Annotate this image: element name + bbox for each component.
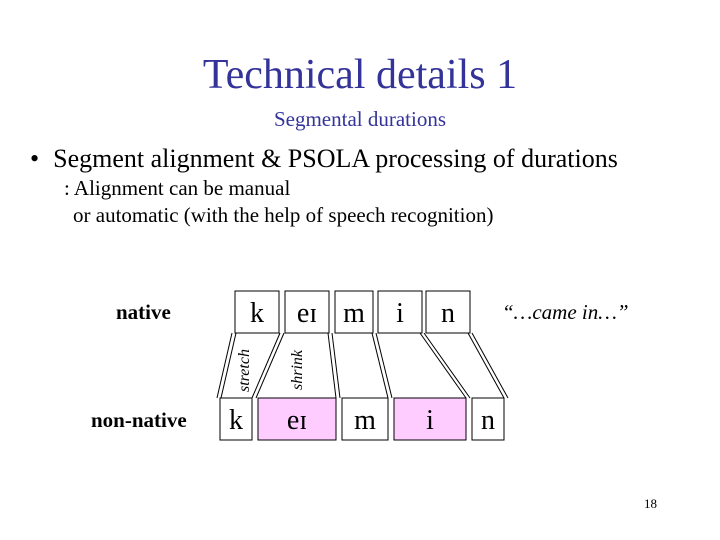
align-line (332, 333, 340, 398)
slide-title: Technical details 1 (202, 52, 518, 98)
align-line (252, 333, 280, 398)
slide-subtitle: Segmental durations (273, 107, 447, 131)
native-label: native (116, 300, 171, 324)
nonnative-seg-n: n (481, 405, 495, 436)
sub-line-2: or automatic (with the help of speech recognition) (73, 203, 494, 227)
shrink-label: shrink (289, 350, 306, 390)
sub-line-1: : Alignment can be manual (64, 176, 291, 200)
align-line (376, 333, 392, 398)
native-seg-ei: eɪ (296, 298, 318, 329)
align-line (472, 333, 508, 398)
nonnative-seg-m: m (354, 405, 376, 436)
align-line (424, 333, 470, 398)
nonnative-seg-k: k (229, 405, 243, 436)
page-number: 18 (644, 496, 657, 511)
align-line (420, 333, 466, 398)
align-line (372, 333, 388, 398)
bullet-icon: • (30, 144, 40, 173)
native-seg-k: k (250, 298, 264, 329)
native-seg-i: i (396, 298, 404, 329)
nonnative-seg-ei: eɪ (286, 405, 308, 436)
bullet-text: Segment alignment & PSOLA processing of durations (53, 144, 618, 173)
align-line (256, 333, 284, 398)
quote-text: “…came in…” (502, 300, 629, 324)
native-seg-n: n (441, 298, 455, 329)
align-line (468, 333, 504, 398)
non-native-label: non-native (91, 408, 187, 432)
align-line (221, 333, 236, 398)
stretch-label: stretch (236, 349, 253, 392)
align-line (328, 333, 336, 398)
native-seg-m: m (343, 298, 365, 329)
align-line (217, 333, 232, 398)
nonnative-seg-i: i (426, 405, 434, 436)
